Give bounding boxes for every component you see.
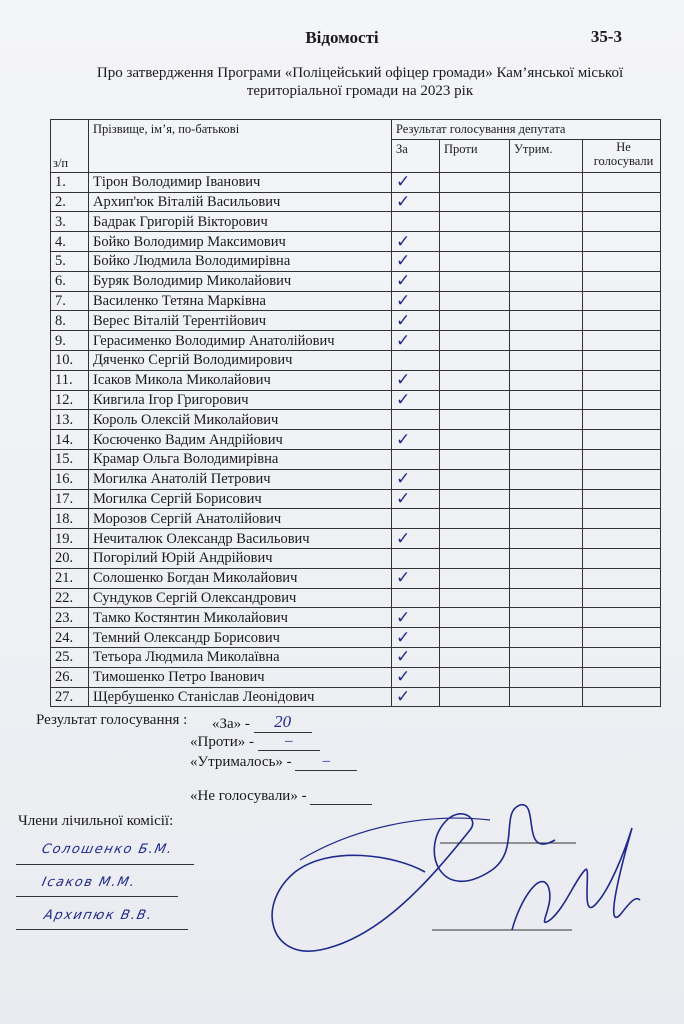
row-name: Темний Олександр Борисович xyxy=(89,628,392,648)
row-name: Буряк Володимир Миколайович xyxy=(89,271,392,291)
row-name: Ісаков Микола Миколайович xyxy=(89,370,392,390)
document-title: Відомості xyxy=(305,28,379,47)
row-for: ✓ xyxy=(392,628,440,648)
row-num: 26. xyxy=(51,667,89,687)
row-name: Косюченко Вадим Андрійович xyxy=(89,430,392,450)
row-for: ✓ xyxy=(392,370,440,390)
row-num: 12. xyxy=(51,390,89,410)
row-num: 24. xyxy=(51,628,89,648)
row-num: 7. xyxy=(51,291,89,311)
row-name: Архип'юк Віталій Васильович xyxy=(89,192,392,212)
row-num: 25. xyxy=(51,647,89,667)
summary-abstain-label: «Утрималось» - xyxy=(190,754,292,770)
row-for: ✓ xyxy=(392,647,440,667)
row-for: ✓ xyxy=(392,529,440,549)
summary-for-value: 20 xyxy=(274,712,292,731)
row-name: Тимошенко Петро Іванович xyxy=(89,667,392,687)
row-for: ✓ xyxy=(392,687,440,707)
row-num: 19. xyxy=(51,529,89,549)
row-num: 9. xyxy=(51,331,89,351)
row-num: 20. xyxy=(51,548,89,568)
row-num: 3. xyxy=(51,212,89,232)
row-num: 13. xyxy=(51,410,89,430)
row-name: Бойко Людмила Володимирівна xyxy=(89,251,392,271)
row-for: ✓ xyxy=(392,192,440,212)
row-name: Морозов Сергій Анатолійович xyxy=(89,509,392,529)
row-name: Бадрак Григорій Вікторович xyxy=(89,212,392,232)
summary-label: Результат голосування : xyxy=(36,712,188,728)
row-for: ✓ xyxy=(392,568,440,588)
row-num: 4. xyxy=(51,232,89,252)
row-name: Погорілий Юрій Андрійович xyxy=(89,548,392,568)
row-num: 27. xyxy=(51,687,89,707)
row-name: Король Олексій Миколайович xyxy=(89,410,392,430)
row-num: 17. xyxy=(51,489,89,509)
commission-member-3: Архипюк В.В. xyxy=(42,908,155,923)
summary-against-value: – xyxy=(284,733,293,749)
document-number: 35-3 xyxy=(590,27,622,46)
summary-against-label: «Проти» - xyxy=(190,734,254,750)
subtitle-line-2: територіальної громади на 2023 рік xyxy=(246,83,474,99)
row-name: Могилка Анатолій Петрович xyxy=(89,469,392,489)
row-for: ✓ xyxy=(392,469,440,489)
row-for: ✓ xyxy=(392,172,440,192)
header-for: За xyxy=(392,139,440,172)
header-result: Результат голосування депутата xyxy=(392,120,661,140)
row-for: ✓ xyxy=(392,331,440,351)
row-name: Нечиталюк Олександр Васильович xyxy=(89,529,392,549)
row-num: 23. xyxy=(51,608,89,628)
row-name: Могилка Сергій Борисович xyxy=(89,489,392,509)
row-num: 2. xyxy=(51,192,89,212)
row-for: ✓ xyxy=(392,271,440,291)
commission-member-1: Солошенко Б.М. xyxy=(40,842,175,857)
row-name: Крамар Ольга Володимирівна xyxy=(89,449,392,469)
row-num: 6. xyxy=(51,271,89,291)
row-for: ✓ xyxy=(392,390,440,410)
header-num: з/п xyxy=(51,120,89,173)
row-num: 10. xyxy=(51,350,89,370)
row-num: 16. xyxy=(51,469,89,489)
row-for: ✓ xyxy=(392,232,440,252)
row-for: ✓ xyxy=(392,667,440,687)
row-name: Тетьора Людмила Миколаївна xyxy=(89,647,392,667)
row-for: ✓ xyxy=(392,291,440,311)
row-name: Щербушенко Станіслав Леонідович xyxy=(89,687,392,707)
summary-abstain-value: – xyxy=(322,753,331,769)
row-name: Василенко Тетяна Марківна xyxy=(89,291,392,311)
row-for: ✓ xyxy=(392,489,440,509)
row-for: ✓ xyxy=(392,311,440,331)
row-name: Сундуков Сергій Олександрович xyxy=(89,588,392,608)
row-name: Верес Віталій Терентійович xyxy=(89,311,392,331)
row-name: Бойко Володимир Максимович xyxy=(89,232,392,252)
row-num: 14. xyxy=(51,430,89,450)
header-abstain: Утрим. xyxy=(510,139,583,172)
row-name: Солошенко Богдан Миколайович xyxy=(89,568,392,588)
row-num: 11. xyxy=(51,370,89,390)
commission-label: Члени лічильної комісії: xyxy=(18,813,174,829)
row-for: ✓ xyxy=(392,608,440,628)
commission-signature-tail xyxy=(300,818,490,860)
row-num: 5. xyxy=(51,251,89,271)
row-num: 18. xyxy=(51,509,89,529)
header-not-voted: Не голосували xyxy=(583,139,661,172)
commission-member-2: Ісаков М.М. xyxy=(40,875,138,890)
summary-for-label: «За» - xyxy=(212,716,250,732)
row-for: ✓ xyxy=(392,251,440,271)
header-against: Проти xyxy=(440,139,510,172)
row-num: 1. xyxy=(51,172,89,192)
row-num: 21. xyxy=(51,568,89,588)
row-name: Тірон Володимир Іванович xyxy=(89,172,392,192)
row-name: Кивгила Ігор Григорович xyxy=(89,390,392,410)
row-num: 8. xyxy=(51,311,89,331)
row-name: Дяченко Сергій Володимирович xyxy=(89,350,392,370)
summary-not-voted-label: «Не голосували» - xyxy=(190,788,307,804)
row-name: Герасименко Володимир Анатолійович xyxy=(89,331,392,351)
row-for: ✓ xyxy=(392,430,440,450)
header-name: Прізвище, ім’я, по-батькові xyxy=(89,120,392,173)
row-name: Тамко Костянтин Миколайович xyxy=(89,608,392,628)
row-num: 22. xyxy=(51,588,89,608)
row-num: 15. xyxy=(51,449,89,469)
subtitle-line-1: Про затвердження Програми «Поліцейський офіцер громади» Кам’янської міської xyxy=(96,65,624,81)
